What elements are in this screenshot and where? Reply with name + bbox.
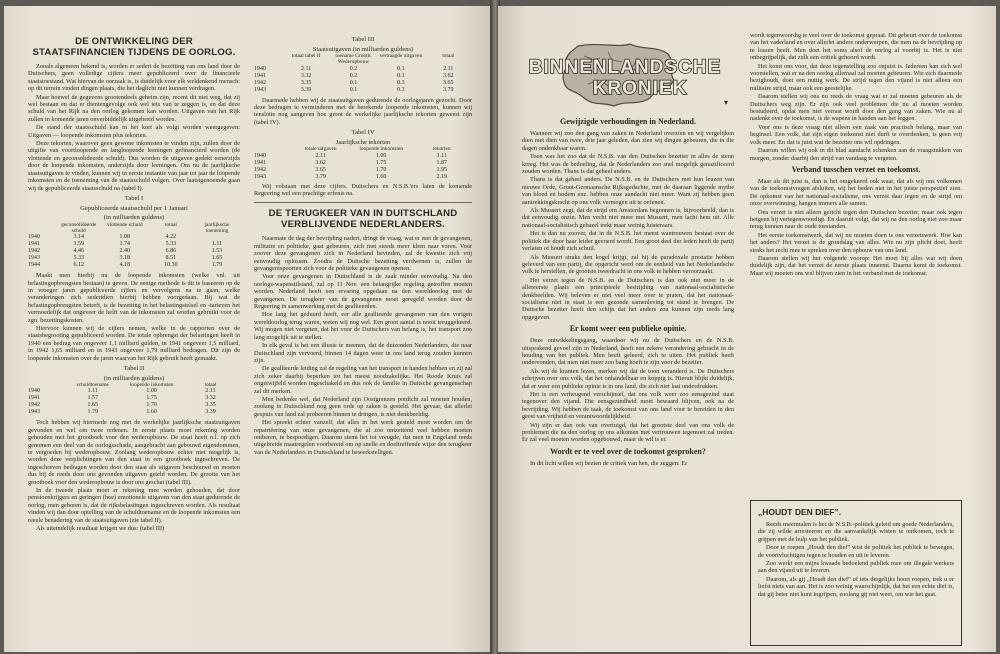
table-row (254, 80, 472, 87)
chevron-down-icon: ▾ (724, 98, 729, 107)
table-cell: 1.70 (375, 166, 387, 173)
table-cell: 1.11 (211, 241, 223, 248)
paragraph: Als uiteindelijk resultaat krijgen we dus: (tabel III) (36, 525, 165, 533)
paragraph: Deze ontwikkelingsgang, waardoor wij nu de Duitschers en de N.S.B. uitsprakend gevoel zijn in Nederland, heeft een zekere verandering gebracht in de houding van het publiek. Men heeft geleerd, zich te uiten. Het publiek heeft ondervonden, dat men niet meer zoo bang hoeft te zijn voor de bezetter. (522, 337, 734, 367)
table-cell: 0.3 (397, 86, 405, 93)
paragraph: Daarom, als gij „Houdt den dief” of iets dergelijks hoort roepen, trek u er liefst niets van aan. Het is zoo weinig waarschijnlijk, dat het een echte dief is, dat gij beter niet kunt ingrijpen, zoolang gij niet weet, om wie het gaat. (758, 575, 954, 598)
paragraph: Als Mussert zegt, dat de strijd om Amsterdam begonnen is, bijvoorbeeld, dan is dat eenvoudig onzin. Men vecht niet meer met Mussert, men lacht hem uit. Alle nationaal-socialistisch gebazel trekt maar weinig luisteraars. (522, 207, 734, 229)
paragraph: Reeds meermalen is het de N.S.B.-politiek geleid om goede Nederlanders, die zij wilde arresteeren en die aanvankelijk wisten te ontkomen, toch te grijpen met de hulp van het publiek. (758, 521, 954, 543)
paragraph: Het is een verheugend verschijnsel, dat ons volk weer zoo eensgezind staat tegenover den vijand. Die eensgezindheid moet bewaard blijven, ook na de bevrijding. Wij hebben de taak, de toekomst van ons land voor te bereiden in den geest van vrijheid en verantwoordelijkheid. (522, 391, 734, 421)
paragraph: Maar als dit juist is, dan is het omgekeerd ook waar, dat als wij ons volkomen van de toekomstvragen afsluiten, wij het beden niet in het juiste perspectief zien. De opkomst van het nationaal-socialisme, ons verzet daar tegen en de strijd om onze overwinning, hangen immers alle samen. (750, 177, 962, 208)
masthead-title-line-1: BINNENLANDSCHE (528, 57, 722, 78)
table-cell (194, 234, 240, 241)
paragraph: Voor onze gevangenen in Duitschland is de zaak minder eenvoudig. Na den oorlogs-wapenstilstand, zal op 11 Nov. een belangrijke regeling getroffen moeten worden. Nederland heeft een ervaring opgedaan na den wereldoorlog met de gevangenen. De terugkeer van de gevangenen moet geregeld worden door de Regeering in samenwerking met de geallieerden. (254, 273, 472, 311)
paragraph: Toen was het zoo dat de N.S.B. van den Duitschen bezetter in alles de steun kreeg. Het was de bedoeling, dat de Nederlanders zoo snel mogelijk genazificeerd zouden worden. Thans is dat geheel anders. (522, 153, 734, 176)
paragraph: Het is dan nu zoover, dat in de N.S.B. het meest wantrouwen bestaat over de politiek die door haar leider gevoerd wordt. Een groot deel der leden heeft de partij verlaten of houdt zich schuil. (522, 230, 734, 253)
table-cell: 0.2 (349, 65, 358, 72)
table-header: tekorten (432, 146, 451, 153)
table-cell: 1.65 (87, 402, 99, 409)
table-cell: 5.33 (73, 255, 84, 262)
table-cell: 1.53 (211, 248, 223, 255)
section-title-toekomst: Wordt er te veel over de toekomst gesproken? (550, 446, 706, 456)
table-cell: 1.60 (375, 173, 387, 180)
table-header-row (254, 53, 472, 65)
table-cell: 4.22 (165, 234, 177, 241)
section-body-verzet-toekomst (750, 178, 962, 277)
paragraph: Deze tekorten, waarover geen gewone inkomsten te vinden zijn, zullen door de uitgifte van voortloopende en langloopende leeningen gefinancierd worden (de vlottende en geconsolideerde schuld). Dus worden de uitgaven gedekt eenerzijds door de loopende inkomsten, anderzijds door leeningen. Om nu de jaarlijksche staatsuitgaven te vinden, kunnen wij in eerste instantie van jaar tot jaar de loopende inkomsten en de toeneming van de staatsschuld volgen. Over laatstgenoemde gaan wij de gepubliceerde staatsschuld na (tabel I). (28, 140, 240, 192)
table-cell: 0.3 (397, 79, 405, 86)
table-row (254, 160, 472, 167)
paragraph: Thans is dat geheel anders. De N.S.B. en de Duitschers met hun leuzen van nieuwe Orde, Groot-Germaansche Rijksgedachte, met de daaraan liggende mythe van bloed en bodem enz. hebben onze aandacht niet meer. Want zij hebben geen aantrekkingskracht op ons volk vermogen uit te oefenen. (522, 176, 734, 206)
table-cell: 1941 (28, 241, 40, 248)
table-caption: Tabel IV (351, 129, 375, 137)
table-cell: 1.65 (211, 255, 223, 262)
table-header: schuldtoename (76, 382, 109, 389)
paragraph: Zooals algemeen bekend is, worden er sedert de bezetting van ons land door de Duitschers, geen volledige cijfers meer gepubliceerd over de financieele staatstoestand. Wat hiervan de oorzaak is, is duidelijk voor elk weldenkend mensch: op dit terrein vinden dingen plaats, die het daglicht niet kunnen verdragen. (28, 63, 240, 93)
left-column-2 (254, 34, 472, 457)
table-cell: 0.2 (349, 72, 358, 79)
table-cell: 1943 (28, 255, 40, 262)
table-cell: 0.1 (397, 72, 405, 79)
article-intro (28, 63, 240, 192)
right-column-2 (750, 32, 962, 278)
section-title-verhoudingen: Gewijzigde verhoudingen in Nederland. (559, 117, 696, 126)
right-page (498, 6, 996, 652)
article-title-terugkeer: DE TERUGKEER VAN IN DUITSCHLAND VERBLIJVENDE NEDERLANDERS. (268, 208, 458, 231)
table-cell: 3.35 (205, 402, 216, 409)
table-cell: 3.39 (205, 409, 216, 416)
paragraph: Hoe lang het geduurd heeft, eer alle geallieerde gevangenen van den vorigen wereldoorlog terug waren, weten wij nog wel. Een groot aantal is nooit teruggekeerd. Wij mogen niet vergeten, dat het voor de Duitschers van belang is, het transport zoo lang mogelijk uit te stellen. (254, 311, 472, 341)
table-cell: 1941 (254, 72, 266, 79)
table-cell: 1.70 (146, 402, 157, 409)
table-cell: 4.18 (119, 262, 131, 269)
table-cell: 2.19 (436, 173, 447, 180)
table-row (254, 66, 472, 73)
table-header: toename Grootb. Wederopbouw (335, 53, 372, 66)
table-cell: 1942 (28, 248, 40, 255)
section-title-verzet-toekomst: Verband tusschen verzet en toekomst. (791, 164, 921, 174)
table-cell: 0.1 (397, 65, 405, 72)
table-header-row (28, 222, 240, 234)
table-cell: 1.95 (436, 166, 447, 173)
table-caption: Tabel I (124, 194, 144, 202)
table-caption: Tabel II (123, 364, 145, 372)
left-page (4, 6, 492, 652)
paragraph: Het eerste toekomstwerk, dat wij nu moeten doen is ons verzetswerk. Hoe kan het anders? Het verzet is de grondslag van alles. Wie nu zijn plicht doet, heeft straks het recht mee te spreken over den opbouw van ons land. (750, 231, 962, 254)
table-row (28, 234, 240, 241)
paragraph: Zoo werkt een mijns kwaade bedoelend publiek mee om illegale werkers aan den vijand uit te leveren. (758, 560, 954, 575)
table-cell: 0.1 (349, 79, 358, 86)
paragraph: In de tweede plaats moet er rekening mee worden gehouden, dat door pensioenkrijgers en geringen (hoe) emotionele uitgaven van den staat gedurende de oorlog, men geboren is, dat de rijksbelastingen ingeschreven worden. Als resultaat vinden wij dan door optelling van de schuldtoename en de loopende inkomsten een reeele benadering van de staatsuitgaven (zie tabel II). (28, 487, 240, 524)
table-cell: 3.62 (443, 72, 454, 79)
notice-box-title: „HOUDT DEN DIEF”. (758, 507, 842, 517)
table-row (28, 409, 240, 416)
table-row (254, 73, 472, 80)
table-subtitle: Jaarlijksche tekorten (335, 138, 391, 146)
table-row (254, 153, 472, 160)
paragraph: Naarmate de dag der bevrijding nadert, dringt de vraag, wat er met de gevangenen, militaire en politieke, gaat gebeuren, zich met steeds meer klem naar voren. Voor zoover deze gevangenen zich in Nederland bevinden, zal de kwestie zich vrij eenvoudig oplossen. Zoodra de Duitsche bezetting verdwenen is, zullen de gevangenispoorten zich voor de politieke gevangenen openen. (254, 235, 472, 273)
table-cell: 3.32 (205, 395, 216, 402)
table-row (28, 395, 240, 402)
table-cell: 1.11 (436, 152, 447, 159)
paragraph: Door te roepen „Houdt den dief” wist de politiek het publiek te bewegen, de voortvluchtigen tegen te houden en uit te leveren. (758, 544, 954, 559)
paragraph: Maakt men hierbij nu de loopende inkomsten (welke vnl. uit belastingopbrengsten bestaan) te geven. De eenige methode is dit te baseeren op de in vroeger jaren gepubliceerde cijfers en vervolgens na te gaan, welke veranderingen zich sedertdien hierbij hebben voorgedaan. Bij wat de belastingopbrengsten betreft, is de bezetting in het belastingstelsel en -tarieven het vermoedelijk dat ongeveer de helft van de inkomsten zal worden gebruikt voor de zgn. bezettingskosten. (28, 272, 240, 324)
table-cell: 1943 (254, 86, 266, 93)
article-body-2 (28, 272, 240, 362)
table-cell: 1940 (28, 234, 40, 241)
table-subtitle: (in milliarden guldens) (103, 214, 165, 222)
paragraph: Wanneer wij zoo den gang van zaken in Nederland overzien en wij vergelijken dien met dien van twee, drie jaar geleden, dan zien wij dingen gebeuren, die in die dagen ondenkbaar waren. (522, 130, 734, 152)
table-cell: 1944 (28, 262, 40, 269)
table-cell: 1.57 (87, 395, 99, 402)
paragraph: Ons verzet is niet alleen gericht tegen den Duitschen bezetter, maar ook tegen hetgeen hij vertegenwoordigt. En daaruit volgt, dat wij na den oorlog niet zoo maar terug kunnen naar de oude toestanden. (750, 208, 962, 231)
table-cell: 1940 (254, 65, 266, 72)
section-title-publieke-opinie: Er komt weer een publieke opinie. (569, 324, 687, 334)
table-1 (28, 195, 240, 269)
table-header: loopende inkomsten (359, 146, 403, 153)
table-cell: 1.11 (87, 388, 98, 395)
table-cell: 1940 (28, 388, 40, 395)
left-column-1 (28, 36, 240, 533)
paragraph: Wij zijn er dan ook van overtuigd, dat het grootste deel van ons volk de problemen die na den oorlog op ons afkomen met vertrouwen tegemoet zal treden. Er zal veel moeten worden opgebouwd, maar de wil is er. (522, 421, 734, 444)
table-cell: 1.08 (119, 234, 131, 241)
table-header: jaarlijksche toeneming (204, 221, 230, 234)
table-cell: 1941 (28, 395, 40, 402)
table-cell: 3.65 (315, 166, 326, 173)
table-cell: 1943 (28, 409, 40, 416)
table-cell: 3.79 (443, 86, 454, 93)
table-cell: 1.79 (87, 409, 99, 416)
table-cell: 1.00 (375, 152, 387, 159)
paragraph: Het spreekt echter vanzelf, dat alles in het werk gesteld moet worden om de repatriëering van onze gevangenen, die al zoo ontzettend veel hebben moeten ontberen, te bespoedigen. Daarom stemt het tot vreugde, dat men in Engeland reeds uitgebreide maatregelen voorbereid om op snelle en doeltreffende wijze den terugkeer van de Nederlanders in Duitschland te bewerkstelligen. (254, 419, 472, 456)
divider (254, 202, 472, 203)
table-cell: 5.33 (165, 241, 177, 248)
table-cell: 1941 (254, 159, 266, 166)
paragraph: Men bedenke wel, dat Nederland zijn Oostgrenzen potdicht zal moeten houden, zoolang in Duitschland nog geen orde op zaken is gesteld. Het gevaar, dat allerlei gespuis van land zal probeeren binnen te dringen, is niet denkbeeldig. (254, 395, 472, 418)
table-cell: 1.87 (436, 159, 447, 166)
table-3 (254, 36, 472, 94)
paragraph: Als Mussert straks den kogel krijgt, zal hij de paradoxale prestatie hebben geleverd van een partij, die opgericht werd om de eenheid van het Nederlandsche volk te herstellen, de grootste tweedracht in ons volk te hebben veroorzaakt. (522, 253, 734, 276)
table-row (254, 174, 472, 181)
table-header: totaal (164, 221, 177, 228)
paragraph: Daarom willen wij ook in dit blad aandacht schenken aan de vraagstukken van morgen, zonder daarbij den strijd van vandaag te vergeten. (750, 147, 962, 162)
table-cell: 1.75 (375, 159, 387, 166)
table-header: geconsolideerde schuld (61, 221, 97, 234)
paragraph: Voor ons is deze vraag niet alleen een zaak van practisch belang, maar van beginsel. Een volk, dat zijn eigen toekomst niet durft te overdenken, is geen vrij volk meer. En dat is juist wat de bezetter ons wil opdringen. (750, 123, 962, 146)
paragraph: Toch hebben wij hiermede nog niet de werkelijke jaarlijksche staatsuitgaven gevonden en wel om twee redenen. In eerste plaats moet rekening worden gehouden met het grootboek voor den wederopbouw. De staat heeft n.l. op zich genomen een deel van de oorlogsschade, aangebracht aan gebouwd eigendommen, te vergoeden bij wederopbouw. Zoolang wederopbouw echter niet mogelijk is, worden deze verplichtingen van den staat in een grootboek ingeschreven. De ingeschreven bedragen worden door den staat als uitgaven beschouwd en moeten dus bij de reeds door ons gevonden uitgaven geteld worden. De grootte van het grootboek voor den wederopbouw is door ons geschat (tabel III). (28, 419, 240, 486)
table-cell: 2.11 (315, 152, 326, 159)
table-cell: 6.12 (73, 262, 84, 269)
table-header: totale uitgaven (304, 146, 337, 153)
paragraph: Hiervoor kunnen wij de cijfers nemen, welke in de rapporten over de staatsbegrooting gepubliceerd worden. De totale opbrengst der belastingen heeft in 1940 een bedrag van ongeveer 1,1 milliard gulden, in 1941 ongeveer 1,5 milliard, in 1942 1,65 milliard en in 1943 ongeveer 1,79 milliard bedragen. Dit zijn de loopende inkomsten over de jaren waarvan het Rijk gebruik heeft gemaakt. (28, 324, 240, 362)
table-cell: 3.59 (73, 241, 84, 248)
table-cell: 2.40 (119, 248, 131, 255)
section-body-verhoudingen (522, 130, 734, 321)
column-body (750, 32, 962, 162)
table-2 (28, 365, 240, 416)
table-row (28, 241, 240, 248)
table-cell: 0.1 (349, 86, 358, 93)
table-row (28, 248, 240, 255)
table-cell: 1942 (254, 166, 266, 173)
paragraph: In elk geval is het een illusie te meenen, dat de duizenden Nederlanders, die naar Duitschland zijn vervoerd, binnen 14 dagen weer in ons land terug zouden kunnen zijn. (254, 342, 472, 364)
masthead-title-line-2: KRONIEK (592, 78, 688, 99)
article-body-3 (28, 419, 240, 532)
table-cell: 2.11 (443, 65, 454, 72)
table-cell: 8.51 (165, 255, 177, 262)
table-cell: 2.11 (205, 388, 216, 395)
article-title-staatsfinancien: DE ONTWIKKELING DER STAATSFINANCIEN TIJDENS DE OORLOG. (32, 36, 236, 58)
table-cell: 3.62 (315, 159, 326, 166)
paragraph: Daarom stellen wij ons nu reeds de vraag wat er zal moeten gebeuren als de Duitschers weg zijn. Er zijn ook veel problemen die nu al moeten worden bestudeerd, opdat men niet verrast wordt door den gang van zaken. Wie nu al nadenkt over de toekomst, is de wapens in handen aan het leggen. (750, 93, 962, 123)
paragraph: Maar hoewel de gegevens grootendeels geheim zijn, recent dit niet weg, dat zij wel bestaan en dat er dientengevolge ook wel iets van te zeggen is, en dat deze schuld van het Rijk na den oorlog gekomen kan worden. Uitgaven van het Rijk zullen in komende jaren onverbiddelijk uitgebreid worden. (28, 93, 240, 123)
paragraph: De stand der staatsschuld kan in het kort als volgt worden weergegeven: Uitgaven — loopende inkomsten plus tekorten. (28, 124, 240, 139)
table-subtitle: Staatsuitgaven (in milliarden guldens) (312, 45, 414, 53)
section-body-publieke-opinie (522, 337, 734, 444)
table-cell: 1.79 (211, 262, 223, 269)
table-cell: 3.79 (315, 173, 326, 180)
table-4 (254, 129, 472, 180)
table-cell: 3.65 (443, 79, 454, 86)
article-body-terugkeer (254, 235, 472, 456)
paragraph: Het komt ons voor, dat deze tegenstelling zoo onjuist is. Iedereen kan zich wel voorstellen, wat er na den oorlog allemaal zal moeten gebeuren. Wie zich daarmede bezighoudt, doet een nuttig werk. De strijd tegen den vijand is niet alleen een militaire strijd, maar ook een geestelijke. (750, 62, 962, 92)
table-caption: Tabel III (351, 36, 375, 43)
table-row (28, 402, 240, 409)
table-row (28, 255, 240, 262)
table-row (28, 262, 240, 269)
table-cell: 3.14 (73, 234, 84, 241)
table-cell: 1.74 (119, 241, 131, 248)
table-cell: 2.11 (300, 65, 312, 72)
paragraph: Daarom stellen wij het volgende voorop: Het moet bij alles wat wij doen duidelijk zijn, dat het verzet de eerste plaats inneemt. Daarna komt de toekomst. Maar wij moeten ons wel blijven zien in het verband met de toekomst. (750, 254, 962, 277)
table-row (254, 87, 472, 94)
table-header: loopende inkomsten (129, 382, 174, 389)
paragraph: wordt tegenwoordig te veel over de toekomst gepraat. Dit gebeurt over de toekomst van het vaderland en over allerlei andere onderwerpen, die men na de bevrijding op te lossen heeft. Men doet het soms alsof de oorlog al voorbij is. Het is niet onbegrijpelijk, dat zulk een critiek gehoord wordt. (750, 32, 962, 62)
table-cell: 3.18 (119, 255, 131, 262)
table-row (28, 388, 240, 395)
table-cell: 1942 (254, 79, 266, 86)
table-header (28, 222, 56, 234)
table-header: totaal (442, 53, 455, 60)
table-row (254, 167, 472, 174)
table-header: vertraagde uitgaven (379, 53, 423, 60)
table-cell: 10.30 (164, 262, 178, 269)
paragraph: Als wij de kranten lezen, merken wij dat de toon veranderd is. De Duitschers schrijven over ons volk, dat het onhandelbaar en koppig is. Hieruit blijkt duidelijk, dat er weer een publieke opinie is in ons land, die zich niet laat onderdrukken. (522, 367, 734, 390)
table-header (254, 53, 282, 65)
right-column-1 (522, 114, 734, 468)
table-cell: 3.39 (300, 86, 312, 93)
table-subtitle: Gepubliceerde staatsschuld per 1 Januari (80, 204, 188, 212)
table-cell: 6.86 (165, 248, 177, 255)
table-cell: 1.60 (146, 409, 157, 416)
table-header: vlottende schuld (107, 221, 143, 228)
table-cell: 4.46 (73, 248, 84, 255)
table-header: totaal (204, 382, 217, 389)
paragraph: Het verzet tegen de N.S.B. en de Duitschers is dan ook niet meer in de allereerste plaats een principieele bestrijding van nationaal-socialistische denkbeelden. Wij beleven er niet veel meer over te praten, dat het nationaal-socialisme niet in staat is een gezonde samenleving tot stand te brengen. De Duitsche bezetter heeft den schijn dat het anders zou kunnen zijn reeds lang opgegeven. (522, 276, 734, 321)
table-cell: 1940 (254, 152, 266, 159)
table-subtitle: (in milliarden guldens) (103, 374, 165, 382)
table-cell: 3.35 (300, 79, 312, 86)
table-cell: 1943 (254, 173, 266, 180)
table-cell: 1942 (28, 402, 40, 409)
table-cell: 3.32 (300, 72, 312, 79)
paragraph: De geallieerde leiding zal de regeling van het transport in handen hebben en zij zal zich zeker daarbij beperken tot het meest noodzakelijke. Het Roode Kruis zal ongetwijfeld worden ingeschakeld en dus ook de familie in Duitsche gevangenschap zal dit merken. (254, 365, 472, 395)
table-cell: 1.75 (146, 395, 157, 402)
paragraph: Wij volstaan met deze cijfers. Duitschers en N.S.B.'ers laten de komende Regeering wel een prachtige erfenis na. (254, 182, 472, 198)
table-header: totaal tabel II (291, 53, 321, 60)
notice-box-houdt-den-dief (750, 500, 962, 646)
paragraph: In dit licht willen wij bezien de critiek van hen, die zeggen: Er (530, 459, 688, 467)
masthead-banner (518, 40, 732, 110)
table-cell: 1.00 (146, 388, 157, 395)
paragraph: Daarmede hebben wij de staatsuitgaven gedurende de oorlogsjaren gezocht. Door deze bedragen te verminderen met de berekende loopende inkomsten, kunnen wij tenslotte nog aangeven hoe groot de werkelijke jaarlijksche tekorten geweest zijn (tabel IV). (254, 96, 472, 126)
